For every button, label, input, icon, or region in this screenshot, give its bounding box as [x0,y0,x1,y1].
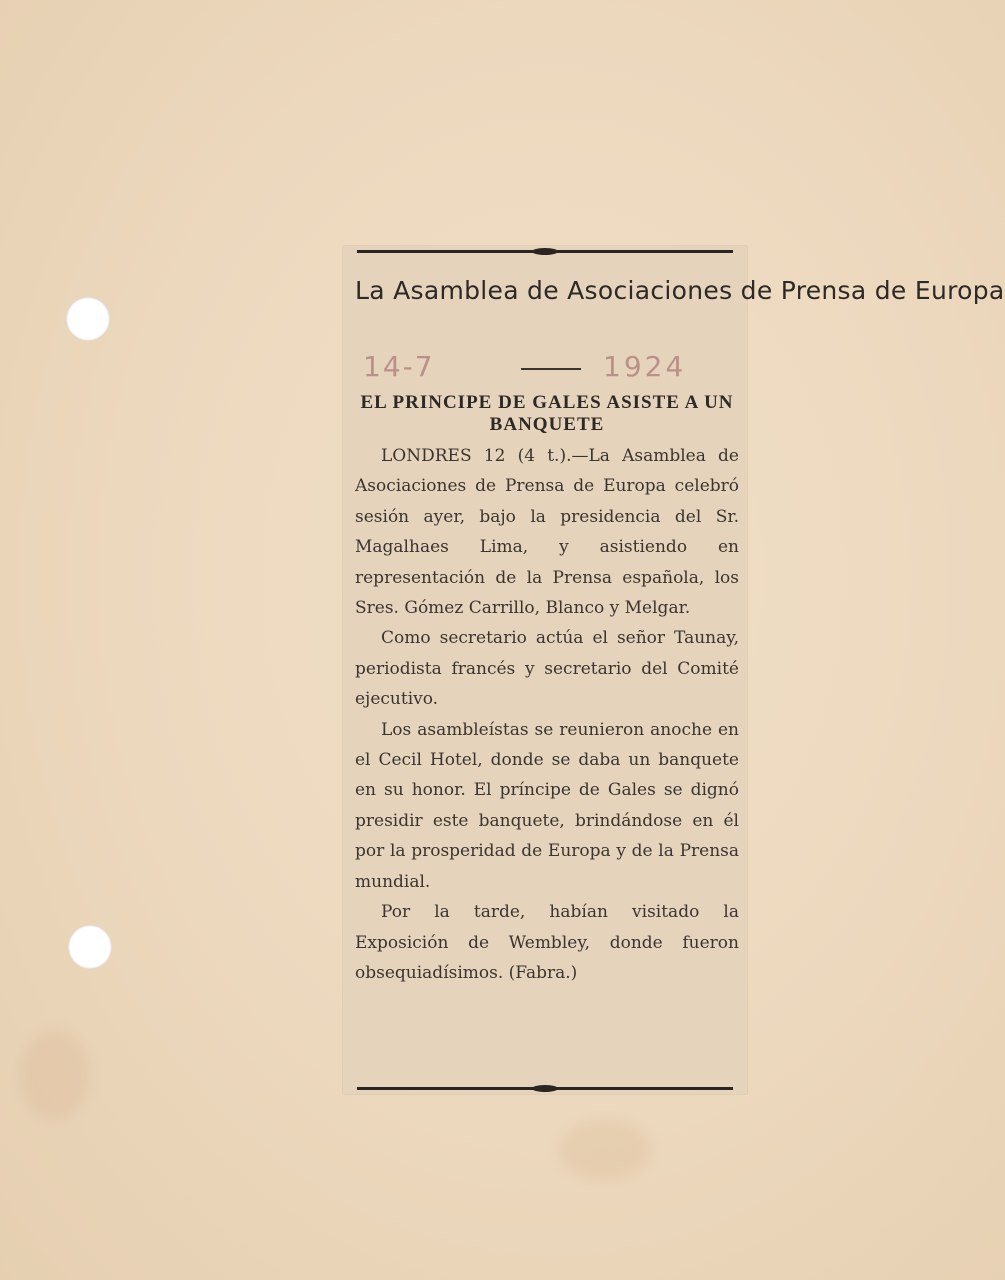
handwritten-date [363,350,733,386]
paper-stain [560,1120,650,1180]
paragraph: LONDRES 12 (4 t.).—La Asamblea de Asociaciones de Prensa de Europa celebró sesión ayer, bajo la presidencia del Sr. Magalhaes Lima, y asistiendo en representación de la Prensa española, los Sres. Gómez Carrillo, Blanco y Melgar. [355,446,739,619]
headline: La Asamblea de Asociaciones de Prensa de Europa [355,276,1005,305]
top-rule [357,250,733,253]
paragraph: Por la tarde, habían visitado la Exposición de Wembley, donde fueron obsequiadísimos. (Fabra.) [355,902,739,983]
date-day-month: 14-7 [363,350,435,383]
newspaper-clipping [343,246,1005,1094]
paragraph: Los asambleístas se reunieron anoche en el Cecil Hotel, donde se daba un banquete en su honor. El príncipe de Gales se dignó presidir este banquete, brindándose en él por la prosperidad de Europa y de la Prensa mundial. [355,719,739,892]
punch-hole-bottom [68,925,112,969]
paper-stain [20,1030,90,1120]
date-dash [521,368,581,370]
article-body [355,441,739,988]
paragraph: Como secretario actúa el señor Taunay, periodista francés y secretario del Comité ejecutivo. [355,628,739,710]
bottom-rule [357,1087,733,1090]
punch-hole-top [66,297,110,341]
date-year: 1924 [603,350,687,383]
subheadline: EL PRINCIPE DE GALES ASISTE A UN BANQUETE [360,392,734,435]
